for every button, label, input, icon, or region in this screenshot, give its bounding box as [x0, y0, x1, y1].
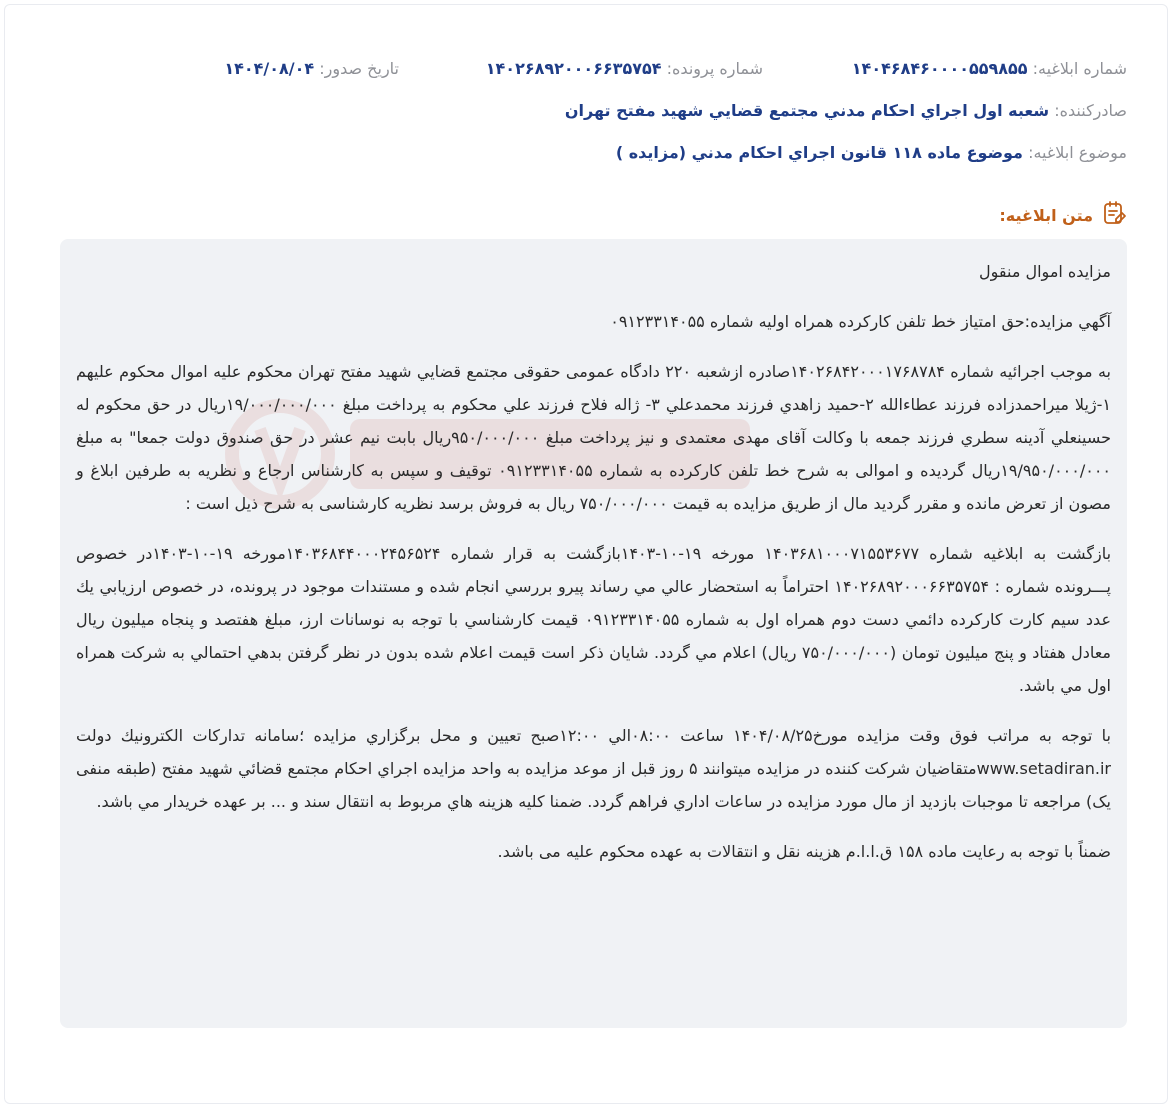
body-paragraph: با توجه به مراتب فوق وقت مزايده مورخ۱۴۰۴/۰۸/۲۵ ساعت ۰۸:۰۰الي ۱۲:۰۰صبح تعيين و محل برگزاري مزايده ؛سامانه تداركات الكترونيك دولت www.setadiran.irمتقاضيان شركت كننده در مزايده ميتوانند ۵ روز قبل از موعد مزايده به واحد مزايده اجراي احكام مجتمع قضائي شهيد مفتح (طبقه منفی يک) مراجعه تا موجبات بازديد از مال مورد مزايده در ساعات اداري فراهم گردد. ضمنا كليه هزينه هاي مربوط به انتقال سند و ... بر عهده خريدار مي باشد.: [76, 726, 1112, 811]
issue-date-value: ۱۴۰۴/۰۸/۰۴: [224, 59, 315, 78]
case-number-value: ۱۴۰۲۶۸۹۲۰۰۰۶۶۳۵۷۵۴: [485, 59, 662, 78]
case-number-label: شماره پرونده:: [666, 59, 763, 78]
subject-value: موضوع ماده ۱۱۸ قانون اجراي احكام مدني (مزايده ): [615, 143, 1023, 162]
meta-row-numbers: [47, 54, 1127, 84]
subject-label: موضوع ابلاغیه:: [1028, 143, 1127, 162]
notice-number-value: ۱۴۰۴۶۸۴۶۰۰۰۰۵۵۹۸۵۵: [851, 59, 1028, 78]
issuer-label: صادرکننده:: [1054, 101, 1127, 120]
notice-text-heading: [999, 200, 1127, 230]
body-paragraph: ضمناً با توجه به رعایت ماده ۱۵۸ ق.ا.ا.م هزینه نقل و انتقالات به عهده محکوم علیه می باشد.: [497, 842, 1111, 861]
issuer-value: شعبه اول اجراي احکام مدني مجتمع قضايي شهيد مفتح تهران: [564, 101, 1050, 120]
body-paragraph: بازگشت به ابلاغيه شماره ۱۴۰۳۶۸۱۰۰۰۷۱۵۵۳۶۷۷ مورخه ۱۹-۱۰-۱۴۰۳بازگشت به قرار شماره ۱۴۰۳۶۸۴۴۰۰۰۲۴۵۶۵۲۴مورخه ۱۹-۱۰-۱۴۰۳در خصوص پـــرونده شماره : ۱۴۰۲۶۸۹۲۰۰۰۶۶۳۵۷۵۴ احتراماً به استحضار عالي مي رساند پيرو بررسي انجام شده و مستندات موجود در پرونده، در خصوص ارزيابي يك عدد سيم كارت كاركرده دائمي دست دوم همراه اول به شماره ۰۹۱۲۳۳۱۴۰۵۵ قيمت كارشناسي با توجه به نوسانات ارز، مبلغ هفتصد و پنجاه ميليون ريال معادل هفتاد و پنج ميليون تومان (۷۵۰/۰۰۰/۰۰۰ ريال) اعلام مي گردد. شايان ذكر است قيمت اعلام شده بدون در نظر گرفتن بدهي احتمالي به شركت همراه اول مي باشد.: [76, 544, 1112, 695]
notepad-edit-icon: [1101, 200, 1127, 230]
issue-date-label: تاریخ صدور:: [319, 59, 399, 78]
subject-field: [47, 138, 1127, 168]
notice-body-text: [76, 255, 1111, 885]
case-number-field: [486, 54, 763, 84]
notice-text-heading-label: متن ابلاغیه:: [999, 205, 1093, 225]
notice-number-label: شماره ابلاغیه:: [1032, 59, 1127, 78]
notice-number-field: [852, 54, 1127, 84]
notice-body-panel: [60, 239, 1127, 1028]
body-paragraph: آگهي مزايده:حق امتياز خط تلفن كاركرده همراه اوليه شماره ۰۹۱۲۳۳۱۴۰۵۵: [610, 312, 1111, 331]
body-paragraph-title: مزایده اموال منقول: [979, 262, 1111, 281]
issuer-field: [47, 96, 1127, 126]
issue-date-field: [224, 54, 399, 84]
body-paragraph: به موجب اجرائيه شماره ۱۴۰۲۶۸۴۲۰۰۰۱۷۶۸۷۸۴صادره ازشعبه ۲۲۰ دادگاه عمومی حقوقی مجتمع قضايي شهيد مفتح تهران محكوم عليه اموال محكوم عليهم ۱-ژيلا ميراحمدزاده فرزند عطاءالله ۲-حميد زاهدي فرزند محمدعلي ۳- ژاله فلاح فرزند علي محكوم به پرداخت مبلغ ۱۹/۰۰۰/۰۰۰/۰۰۰ريال در حق محكوم له حسينعلي آدينه سطري فرزند جمعه با وكالت آقای مهدی معتمدی و نيز پرداخت مبلغ ۹۵۰/۰۰۰/۰۰۰ريال بابت نيم عشر در حق صندوق دولت جمعا" به مبلغ ۱۹/۹۵۰/۰۰۰/۰۰۰ريال گرديده و اموالی به شرح خط تلفن كاركرده به شماره ۰۹۱۲۳۳۱۴۰۵۵ توقيف و سپس به كارشناس ارجاع و نظريه به طرفين ابلاغ و مصون از تعرض مانده و مقرر گرديد مال از طريق مزايده به قيمت ۷۵۰/۰۰۰/۰۰۰ ريال به فروش برسد نظريه كارشناسی به شرح ذيل است :: [76, 362, 1112, 513]
